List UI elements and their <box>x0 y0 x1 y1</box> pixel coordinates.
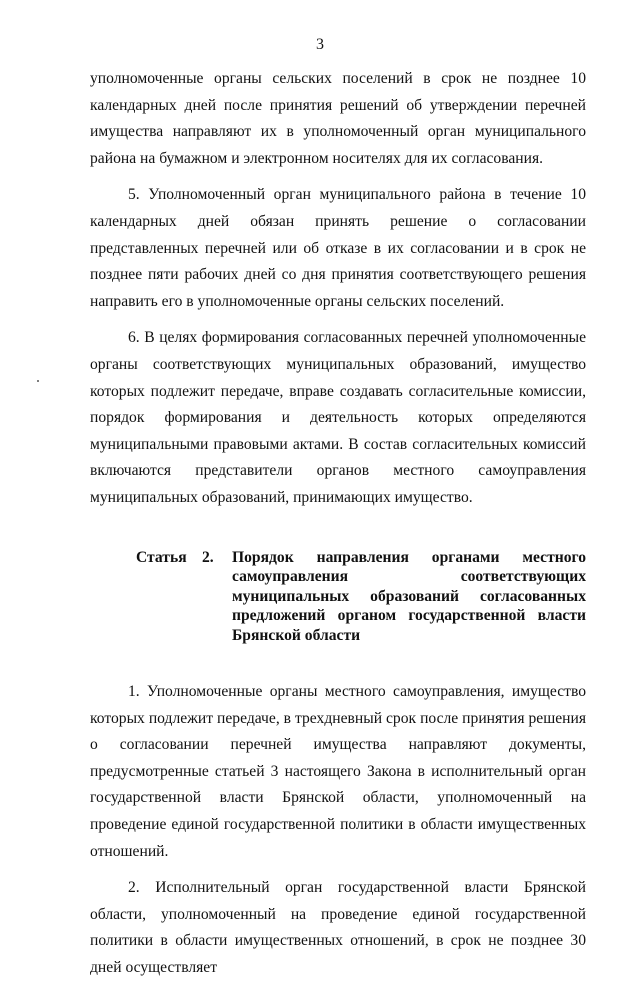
article-number: 2. <box>202 548 214 566</box>
document-body <box>90 66 586 982</box>
paragraph-article2-1: 1. Уполномоченные органы местного самоуправления, имущество которых подлежит передаче, в трехдневный срок после принятия решения о согласовании перечней имущества направляют документы, предусмотренные статьей 3 настоящего Закона в исполнительный орган государственной власти Брянской области, уполномоченный на проведение единой государственной политики в области имущественных отношений. <box>90 683 586 860</box>
article-word: Статья <box>136 548 187 566</box>
page-number: 3 <box>316 36 324 53</box>
paragraph-5: 5. Уполномоченный орган муниципального района в течение 10 календарных дней обязан принять решение о согласовании представленных перечней или об отказе в их согласовании и в срок не позднее пяти рабочих дней со дня принятия соответствующего решения направить его в уполномоченные органы сельских поселений. <box>90 186 586 310</box>
article-label <box>90 548 232 646</box>
article-title: Порядок направления органами местного самоуправления соответствующих муниципальных образований согласованных предложений органом государственной власти Брянской области <box>232 548 586 644</box>
paragraph-6: 6. В целях формирования согласованных перечней уполномоченные органы соответствующих муниципальных образований, имущество которых подлежит передаче, вправе создавать согласительные комиссии, порядок формирования и деятельность которых определяются муниципальными правовыми актами. В состав согласительных комиссий включаются представители органов местного самоуправления муниципальных образований, принимающих имущество. <box>90 329 586 506</box>
article-heading <box>90 548 586 646</box>
margin-mark <box>37 380 39 382</box>
paragraph-continuation: уполномоченные органы сельских поселений в срок не позднее 10 календарных дней после принятия решений об утверждении перечней имущества направляют их в уполномоченный орган муниципального района на бумажном и электронном носителях для их согласования. <box>90 70 586 167</box>
paragraph-article2-2: 2. Исполнительный орган государственной власти Брянской области, уполномоченный на проведение единой государственной политики в области имущественных отношений, в срок не позднее 30 дней осуществляет <box>90 879 586 976</box>
